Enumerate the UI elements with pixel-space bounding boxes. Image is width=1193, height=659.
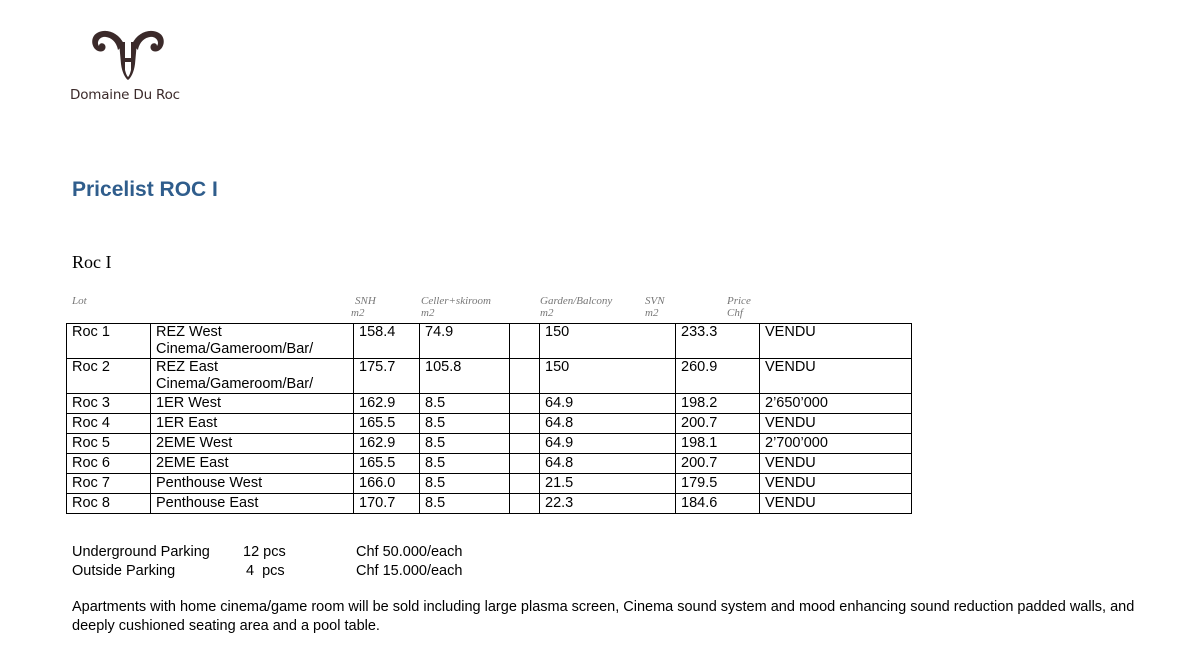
cell-lot: Roc 8 <box>67 494 151 514</box>
cell-extra <box>510 359 540 394</box>
cell-extra <box>510 494 540 514</box>
header-snh-unit: m2 <box>351 307 365 319</box>
cell-name-line1: 2EME West <box>156 435 233 451</box>
parking-label-1: Outside Parking <box>72 563 176 579</box>
table-row <box>67 359 912 394</box>
cell-svn: 233.3 <box>676 324 760 359</box>
cell-name <box>151 324 354 359</box>
table-row <box>67 434 912 454</box>
cell-price: VENDU <box>760 494 912 514</box>
table-row <box>67 324 912 359</box>
cell-name <box>151 494 354 514</box>
cell-svn: 179.5 <box>676 474 760 494</box>
cell-name <box>151 414 354 434</box>
cell-celler: 8.5 <box>420 434 510 454</box>
cell-lot: Roc 7 <box>67 474 151 494</box>
cell-name <box>151 359 354 394</box>
cell-extra <box>510 324 540 359</box>
header-celler <box>421 295 491 319</box>
header-price <box>727 295 751 319</box>
cell-celler: 8.5 <box>420 394 510 414</box>
header-svn-label: SVN <box>645 295 665 307</box>
header-snh <box>351 295 376 319</box>
cell-snh: 158.4 <box>354 324 420 359</box>
parking-qty-1: 4 pcs <box>246 563 285 579</box>
cell-price: 2’700’000 <box>760 434 912 454</box>
parking-price-0: Chf 50.000/each <box>356 544 463 560</box>
cell-price: VENDU <box>760 359 912 394</box>
cell-svn: 200.7 <box>676 414 760 434</box>
page-title: Pricelist ROC I <box>72 178 218 201</box>
header-price-unit: Chf <box>727 307 743 319</box>
header-garden <box>540 295 612 319</box>
table-row <box>67 454 912 474</box>
header-svn-unit: m2 <box>645 307 659 319</box>
cell-lot: Roc 6 <box>67 454 151 474</box>
cell-price: 2’650’000 <box>760 394 912 414</box>
parking-price-1: Chf 15.000/each <box>356 563 463 579</box>
cell-name-line1: 1ER East <box>156 415 218 431</box>
section-title: Roc I <box>72 252 112 272</box>
cell-garden: 64.8 <box>540 414 676 434</box>
table-row <box>67 414 912 434</box>
cell-name <box>151 454 354 474</box>
cell-celler: 8.5 <box>420 454 510 474</box>
cell-garden: 22.3 <box>540 494 676 514</box>
cell-garden: 64.9 <box>540 394 676 414</box>
brand-logo <box>70 24 200 106</box>
cell-lot: Roc 1 <box>67 324 151 359</box>
cell-name-line1: Penthouse West <box>156 475 263 491</box>
cell-snh: 165.5 <box>354 414 420 434</box>
cell-name-line2: Cinema/Gameroom/Bar/ <box>156 341 314 357</box>
cell-price: VENDU <box>760 414 912 434</box>
header-snh-label: SNH <box>355 295 376 307</box>
cell-name <box>151 474 354 494</box>
cell-garden: 150 <box>540 324 676 359</box>
cell-snh: 165.5 <box>354 454 420 474</box>
cell-price: VENDU <box>760 324 912 359</box>
cell-name-line1: 1ER West <box>156 395 222 411</box>
cell-svn: 198.1 <box>676 434 760 454</box>
cell-snh: 175.7 <box>354 359 420 394</box>
cell-lot: Roc 5 <box>67 434 151 454</box>
brand-name: Domaine Du Roc <box>70 87 180 103</box>
cell-lot: Roc 2 <box>67 359 151 394</box>
cell-name <box>151 434 354 454</box>
parking-qty-0: 12 pcs <box>243 544 286 560</box>
cell-name-line2: Cinema/Gameroom/Bar/ <box>156 376 314 392</box>
header-svn <box>645 295 665 319</box>
parking-label-0: Underground Parking <box>72 544 210 560</box>
cell-extra <box>510 454 540 474</box>
cell-snh: 166.0 <box>354 474 420 494</box>
header-celler-label: Celler+skiroom <box>421 295 491 307</box>
cell-svn: 184.6 <box>676 494 760 514</box>
footnote: Apartments with home cinema/game room will be sold including large plasma screen, Cinema sound system and mood enhancing sound reduction padded walls, and deeply cushioned seating area and a pool table. <box>72 599 1135 634</box>
header-lot: Lot <box>72 295 87 307</box>
cell-extra <box>510 434 540 454</box>
cell-name-line1: REZ East <box>156 359 219 375</box>
cell-celler: 105.8 <box>420 359 510 394</box>
ram-horns-icon <box>88 24 168 82</box>
cell-price: VENDU <box>760 474 912 494</box>
cell-extra <box>510 414 540 434</box>
cell-svn: 200.7 <box>676 454 760 474</box>
cell-celler: 8.5 <box>420 474 510 494</box>
cell-extra <box>510 394 540 414</box>
cell-name-line1: REZ West <box>156 324 222 340</box>
cell-lot: Roc 4 <box>67 414 151 434</box>
cell-snh: 162.9 <box>354 434 420 454</box>
cell-extra <box>510 474 540 494</box>
header-celler-unit: m2 <box>421 307 435 319</box>
cell-garden: 64.9 <box>540 434 676 454</box>
price-table <box>66 323 912 514</box>
table-row <box>67 394 912 414</box>
cell-garden: 64.8 <box>540 454 676 474</box>
cell-name-line1: Penthouse East <box>156 495 259 511</box>
cell-svn: 198.2 <box>676 394 760 414</box>
header-price-label: Price <box>727 295 751 307</box>
cell-price: VENDU <box>760 454 912 474</box>
cell-name-line1: 2EME East <box>156 455 229 471</box>
cell-name <box>151 394 354 414</box>
cell-lot: Roc 3 <box>67 394 151 414</box>
cell-celler: 8.5 <box>420 494 510 514</box>
cell-garden: 21.5 <box>540 474 676 494</box>
table-row <box>67 494 912 514</box>
cell-snh: 170.7 <box>354 494 420 514</box>
header-garden-label: Garden/Balcony <box>540 295 613 307</box>
header-garden-unit: m2 <box>540 307 554 319</box>
cell-celler: 8.5 <box>420 414 510 434</box>
table-row <box>67 474 912 494</box>
cell-celler: 74.9 <box>420 324 510 359</box>
cell-garden: 150 <box>540 359 676 394</box>
cell-svn: 260.9 <box>676 359 760 394</box>
cell-snh: 162.9 <box>354 394 420 414</box>
